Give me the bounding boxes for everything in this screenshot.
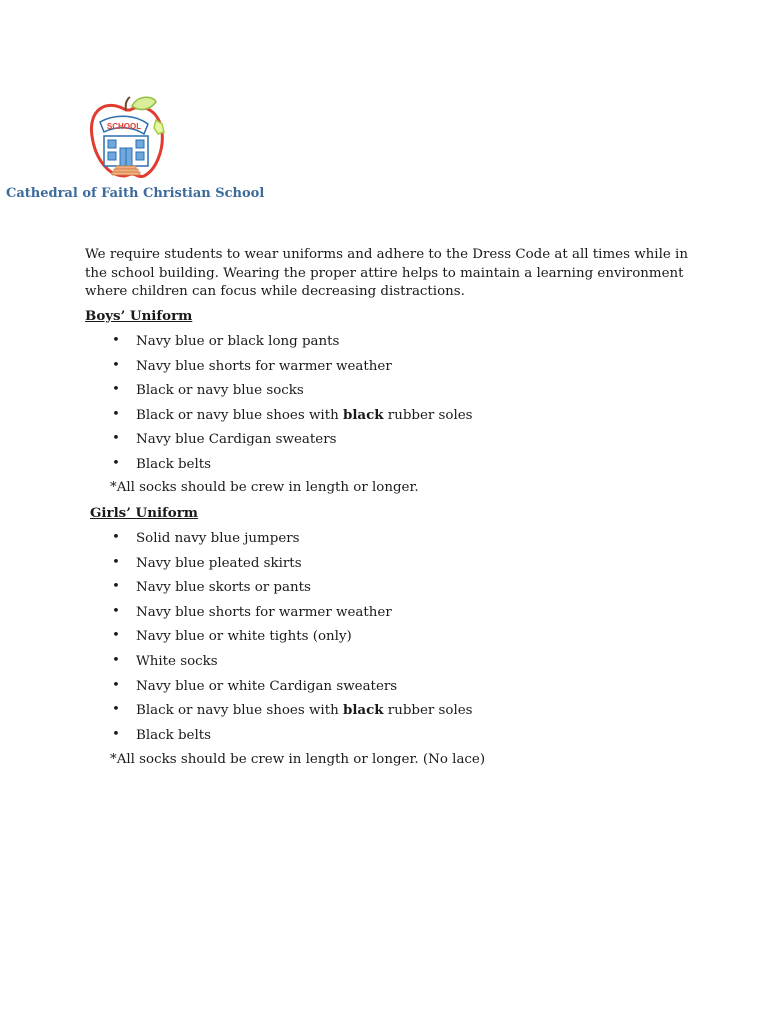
list-item: • Black or navy blue shoes with black rubber soles (0, 403, 473, 428)
girls-uniform-list (0, 526, 473, 747)
school-logo (86, 96, 170, 184)
list-item: • Black or navy blue shoes with black rubber soles (0, 698, 473, 723)
boys-socks-note: *All socks should be crew in length or longer. (110, 480, 419, 495)
list-item: • Navy blue shorts for warmer weather (0, 600, 473, 625)
list-item: • Navy blue skorts or pants (0, 575, 473, 600)
list-item: • Black or navy blue socks (0, 378, 473, 403)
girls-uniform-heading: Girls’ Uniform (90, 505, 198, 521)
list-item: • Navy blue Cardigan sweaters (0, 427, 473, 452)
list-item: • Navy blue pleated skirts (0, 551, 473, 576)
logo-banner-text: SCHOOL (106, 122, 142, 131)
list-item: • White socks (0, 649, 473, 674)
list-item: • Navy blue or white Cardigan sweaters (0, 674, 473, 699)
list-item: • Black belts (0, 452, 473, 477)
school-name: Cathedral of Faith Christian School (6, 186, 265, 201)
list-item: • Navy blue or black long pants (0, 329, 473, 354)
list-item: • Solid navy blue jumpers (0, 526, 473, 551)
list-item: • Black belts (0, 723, 473, 748)
girls-socks-note: *All socks should be crew in length or longer. (No lace) (110, 752, 486, 767)
intro-paragraph: We require students to wear uniforms and adhere to the Dress Code at all times while in the school building. Wearing the proper attire helps to maintain a learning environment where children can focus while decreasing distractions. (85, 247, 688, 299)
boys-uniform-list (0, 329, 473, 477)
list-item: • Navy blue or white tights (only) (0, 624, 473, 649)
list-item: • Navy blue shorts for warmer weather (0, 354, 473, 379)
boys-uniform-heading: Boys’ Uniform (85, 308, 193, 324)
